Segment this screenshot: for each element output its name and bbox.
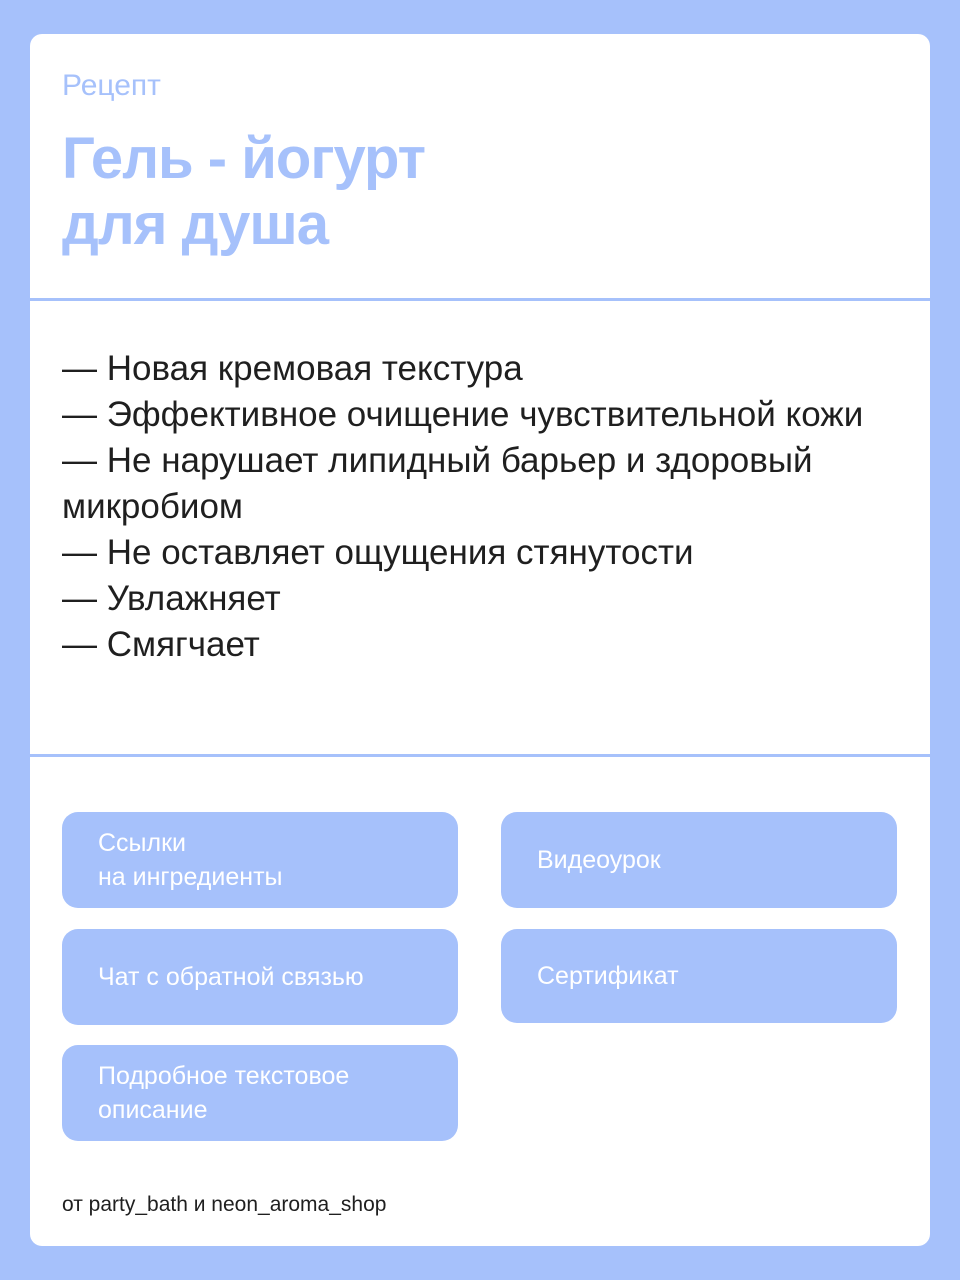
- bottom-divider: [30, 754, 930, 757]
- top-divider: [30, 298, 930, 301]
- feature-item: — Новая кремовая текстура: [62, 349, 523, 388]
- text-description-label-line-2: описание: [98, 1096, 208, 1124]
- ingredients-links-label-line-1: Ссылки: [98, 829, 187, 857]
- text-description-label-line-1: Подробное текстовое: [98, 1062, 350, 1090]
- recipe-eyebrow: Рецепт: [62, 69, 161, 102]
- title-line-1: Гель - йогурт: [62, 126, 426, 191]
- video-lesson-label: Видеоурок: [537, 846, 661, 874]
- features-list: [62, 346, 902, 668]
- certificate-label: Сертификат: [537, 962, 679, 990]
- recipe-card: [30, 34, 930, 1246]
- ingredients-links-button[interactable]: [62, 812, 458, 908]
- feedback-chat-label: Чат с обратной связью: [98, 963, 364, 991]
- feature-item: — Не нарушает липидный барьер и здоровый микробиом: [62, 441, 813, 526]
- feature-item: — Не оставляет ощущения стянутости: [62, 533, 694, 572]
- footer-credit: от party_bath и neon_aroma_shop: [62, 1193, 387, 1216]
- feature-item: — Смягчает: [62, 625, 260, 664]
- ingredients-links-label-line-2: на ингредиенты: [98, 863, 283, 891]
- certificate-button[interactable]: [501, 929, 897, 1023]
- video-lesson-button[interactable]: [501, 812, 897, 908]
- text-description-button[interactable]: [62, 1045, 458, 1141]
- feature-item: — Увлажняет: [62, 579, 281, 618]
- title-line-2: для душа: [62, 192, 328, 257]
- page-title: [62, 126, 425, 258]
- feedback-chat-button[interactable]: [62, 929, 458, 1025]
- feature-item: — Эффективное очищение чувствительной кожи: [62, 395, 864, 434]
